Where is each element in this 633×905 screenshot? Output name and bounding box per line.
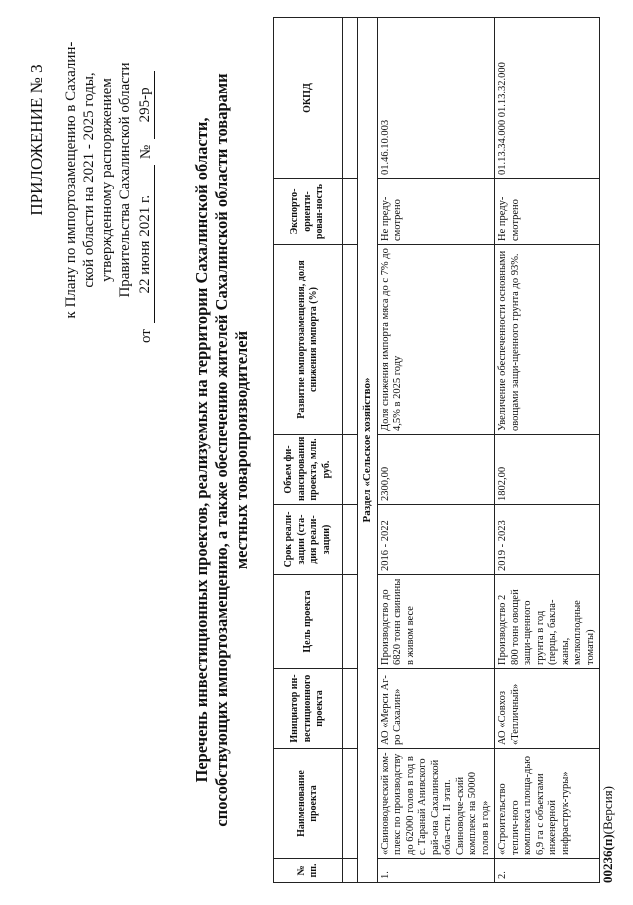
- cell-goal: Производство до 6820 тонн свинины в живом весе: [377, 575, 495, 669]
- cell-initiator: АО «Мерси Аг-ро Сахалин»: [377, 669, 495, 749]
- appendix-dateline: [136, 15, 155, 343]
- header-cell: Срок реали-зации (ста-дия реали-зации): [274, 505, 343, 575]
- cell-term: 2016 - 2022: [377, 505, 495, 575]
- cell-okpd: 01.13.34.000 01.13.32.000: [495, 18, 600, 179]
- appendix-title: ПРИЛОЖЕНИЕ № 3: [27, 64, 46, 216]
- cell-initiator: АО «Совхоз «Тепличный»: [495, 669, 600, 749]
- cell-export: Не преду-смотрено: [495, 179, 600, 245]
- appendix-line: утвержденному распоряжением: [99, 78, 115, 282]
- cell-num: 2.: [495, 859, 600, 883]
- projects-table: [273, 17, 600, 883]
- cell-name: «Строительство теплич-ного комплекса площа-дью 6,9 га с объектами инженерной инфраструк-туры»: [495, 749, 600, 859]
- table-header-row: [274, 18, 343, 883]
- cell-goal: Производство 2 800 тонн овощей защи-щенного грунта в год (перцы, бакла-жаны, мелкоплодные томаты): [495, 575, 600, 669]
- appendix-number: 295-р: [136, 71, 155, 139]
- header-cell: Инициатор ин-вестиционного проекта: [274, 669, 343, 749]
- cell-volume: 1802,00: [495, 435, 600, 505]
- header-cell: Развитие импортозамещения, доля снижения импорта (%): [274, 245, 343, 435]
- header-cell: Объем фи-нансирования проекта, млн. руб.: [274, 435, 343, 505]
- footer-code: [600, 786, 616, 883]
- cell-volume: 2300,00: [377, 435, 495, 505]
- header-cell: Экспорто-ориенти-рован-ность: [274, 179, 343, 245]
- header-cell: Наименование проекта: [274, 749, 343, 859]
- document-version: (Версия): [600, 786, 615, 835]
- cell-import: Доля снижения импорта мяса до с 7% до 4,5% в 2025 году: [377, 245, 495, 435]
- section-title: Раздел «Сельское хозяйство»: [358, 18, 378, 883]
- document-code: 00236(п): [600, 834, 615, 883]
- appendix-date: 22 июня 2021 г.: [136, 165, 155, 323]
- number-prefix: №: [138, 144, 154, 160]
- cell-term: 2019 - 2023: [495, 505, 600, 575]
- column-number-row: [343, 18, 358, 883]
- appendix-line: ской области на 2021 - 2025 годы,: [81, 72, 97, 288]
- cell-num: 1.: [377, 859, 495, 883]
- header-cell: Цель проекта: [274, 575, 343, 669]
- header-cell: № пп.: [274, 859, 343, 883]
- cell-import: Увеличение обеспеченности основными овощами защи-щенного грунта до 93%.: [495, 245, 600, 435]
- document-title: Перечень инвестиционных проектов, реализуемых на территории Сахалинской области, способствующих импортозамещению, а также обеспечению жителей Сахалинской области товарами местных товаропроизводителей: [192, 73, 251, 827]
- appendix-block: [28, 15, 155, 345]
- cell-okpd: 01.46.10.003: [377, 18, 495, 179]
- cell-name: «Свиноводческий ком-плекс по производству до 62000 голов в год в с. Таранай Анивского рай-она Сахалинской обла-сти. II этап. Свиноводче-ский комплекс на 50000 голов в год»: [377, 749, 495, 859]
- cell-export: Не преду-смотрено: [377, 179, 495, 245]
- date-prefix: от: [138, 329, 154, 343]
- table-row: [377, 18, 495, 883]
- section-row: [358, 18, 378, 883]
- table-row: [495, 18, 600, 883]
- appendix-line: к Плану по импортозамещению в Сахалин-: [63, 41, 79, 319]
- header-cell: ОКПД: [274, 18, 343, 179]
- appendix-line: Правительства Сахалинской области: [117, 62, 133, 298]
